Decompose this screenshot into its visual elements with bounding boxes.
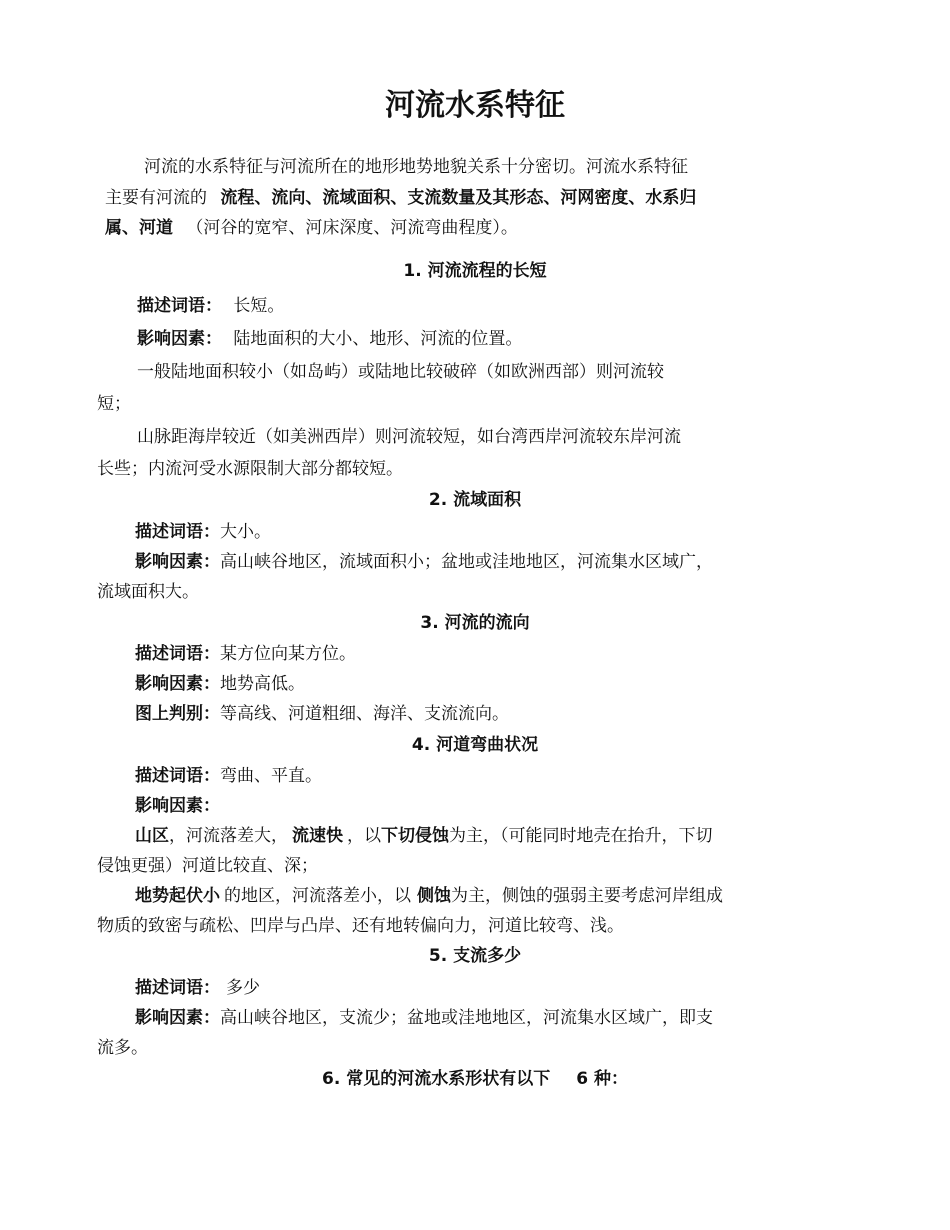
keyword: 地势起伏小	[135, 886, 220, 906]
paragraph-line: 长些；内流河受水源限制大部分都较短。	[97, 459, 403, 479]
keyword: 下切侵蚀	[381, 826, 449, 846]
desc-label: 描述词语：	[135, 766, 220, 786]
desc-line	[135, 765, 322, 787]
factor-line	[135, 1007, 713, 1029]
factor-text: 高山峡谷地区，流域面积小；盆地或洼地地区，河流集水区域广，	[220, 552, 713, 572]
intro-keywords: 属、河道	[105, 218, 173, 238]
desc-text: 多少	[226, 978, 260, 998]
desc-line	[137, 295, 284, 317]
paragraph-line	[135, 885, 723, 907]
paragraph-line: 流域面积大。	[97, 582, 199, 602]
intro-text: 主要有河流的	[105, 188, 207, 208]
factor-label: 影响因素：	[135, 552, 220, 572]
paragraph-line: 侵蚀更强）河道比较直、深；	[97, 856, 318, 876]
section-heading: 1. 河流流程的长短	[403, 261, 547, 281]
section-heading: 3. 河流的流向	[420, 613, 530, 633]
desc-line	[135, 521, 271, 543]
text: 为主，侧蚀的强弱主要考虑河岸组成	[451, 886, 723, 906]
factor-text: 高山峡谷地区，支流少；盆地或洼地地区，河流集水区域广，即支	[220, 1008, 713, 1028]
factor-label: 影响因素：	[135, 1008, 220, 1028]
map-judgement-line	[135, 703, 509, 725]
desc-line	[135, 977, 260, 999]
desc-text: 长短。	[233, 296, 285, 316]
desc-text: 大小。	[220, 522, 271, 542]
factor-line	[137, 328, 522, 350]
desc-label: 描述词语：	[135, 644, 220, 664]
map-judgement-text: 等高线、河道粗细、海洋、支流流向。	[220, 704, 509, 724]
factor-line	[135, 673, 305, 695]
factor-label: 影响因素：	[135, 796, 220, 816]
intro-text: （河谷的宽窄、河床深度、河流弯曲程度）。	[186, 218, 518, 238]
desc-label: 描述词语：	[135, 978, 220, 998]
section-heading: 5. 支流多少	[428, 946, 522, 966]
text: 的地区，河流落差小，以	[224, 886, 411, 906]
intro-line-1: 河流的水系特征与河流所在的地形地势地貌关系十分密切。河流水系特征	[144, 157, 688, 177]
intro-line-2	[105, 187, 696, 209]
paragraph-line: 短；	[97, 394, 131, 414]
factor-line	[135, 795, 220, 817]
section-heading-text: 6. 常见的河流水系形状有以下	[322, 1069, 551, 1089]
factor-text: 陆地面积的大小、地形、河流的位置。	[233, 329, 523, 349]
section-heading: 4. 河道弯曲状况	[411, 735, 539, 755]
text: 为主，（可能同时地壳在抬升，下切	[449, 826, 713, 846]
page-title: 河流水系特征	[385, 88, 565, 123]
factor-label: 影响因素：	[135, 674, 220, 694]
desc-text: 某方位向某方位。	[220, 644, 356, 664]
keyword: 侧蚀	[417, 886, 451, 906]
text: ，河流落差大，	[169, 826, 288, 846]
factor-line	[135, 551, 713, 573]
keyword: 流速快	[292, 826, 343, 846]
intro-keywords: 流程、流向、流域面积、支流数量及其形态、河网密度、水系归	[220, 188, 697, 208]
keyword: 山区	[135, 826, 169, 846]
map-judgement-label: 图上判别：	[135, 704, 220, 724]
paragraph-line: 物质的致密与疏松、凹岸与凸岸、还有地转偏向力，河道比较弯、浅。	[97, 916, 624, 936]
desc-label: 描述词语：	[137, 296, 222, 316]
desc-line	[135, 643, 356, 665]
section-heading	[0, 1068, 950, 1090]
paragraph-line: 一般陆地面积较小（如岛屿）或陆地比较破碎（如欧洲西部）则河流较	[137, 362, 664, 382]
text: ，以	[347, 826, 381, 846]
paragraph-line: 流多。	[97, 1038, 148, 1058]
section-heading-count: 6 种：	[576, 1069, 628, 1089]
factor-text: 地势高低。	[220, 674, 305, 694]
desc-label: 描述词语：	[135, 522, 220, 542]
intro-line-3	[105, 217, 518, 239]
paragraph-line	[135, 825, 713, 847]
desc-text: 弯曲、平直。	[220, 766, 322, 786]
section-heading: 2. 流域面积	[428, 490, 522, 510]
factor-label: 影响因素：	[137, 329, 222, 349]
paragraph-line: 山脉距海岸较近（如美洲西岸）则河流较短，如台湾西岸河流较东岸河流	[137, 427, 681, 447]
